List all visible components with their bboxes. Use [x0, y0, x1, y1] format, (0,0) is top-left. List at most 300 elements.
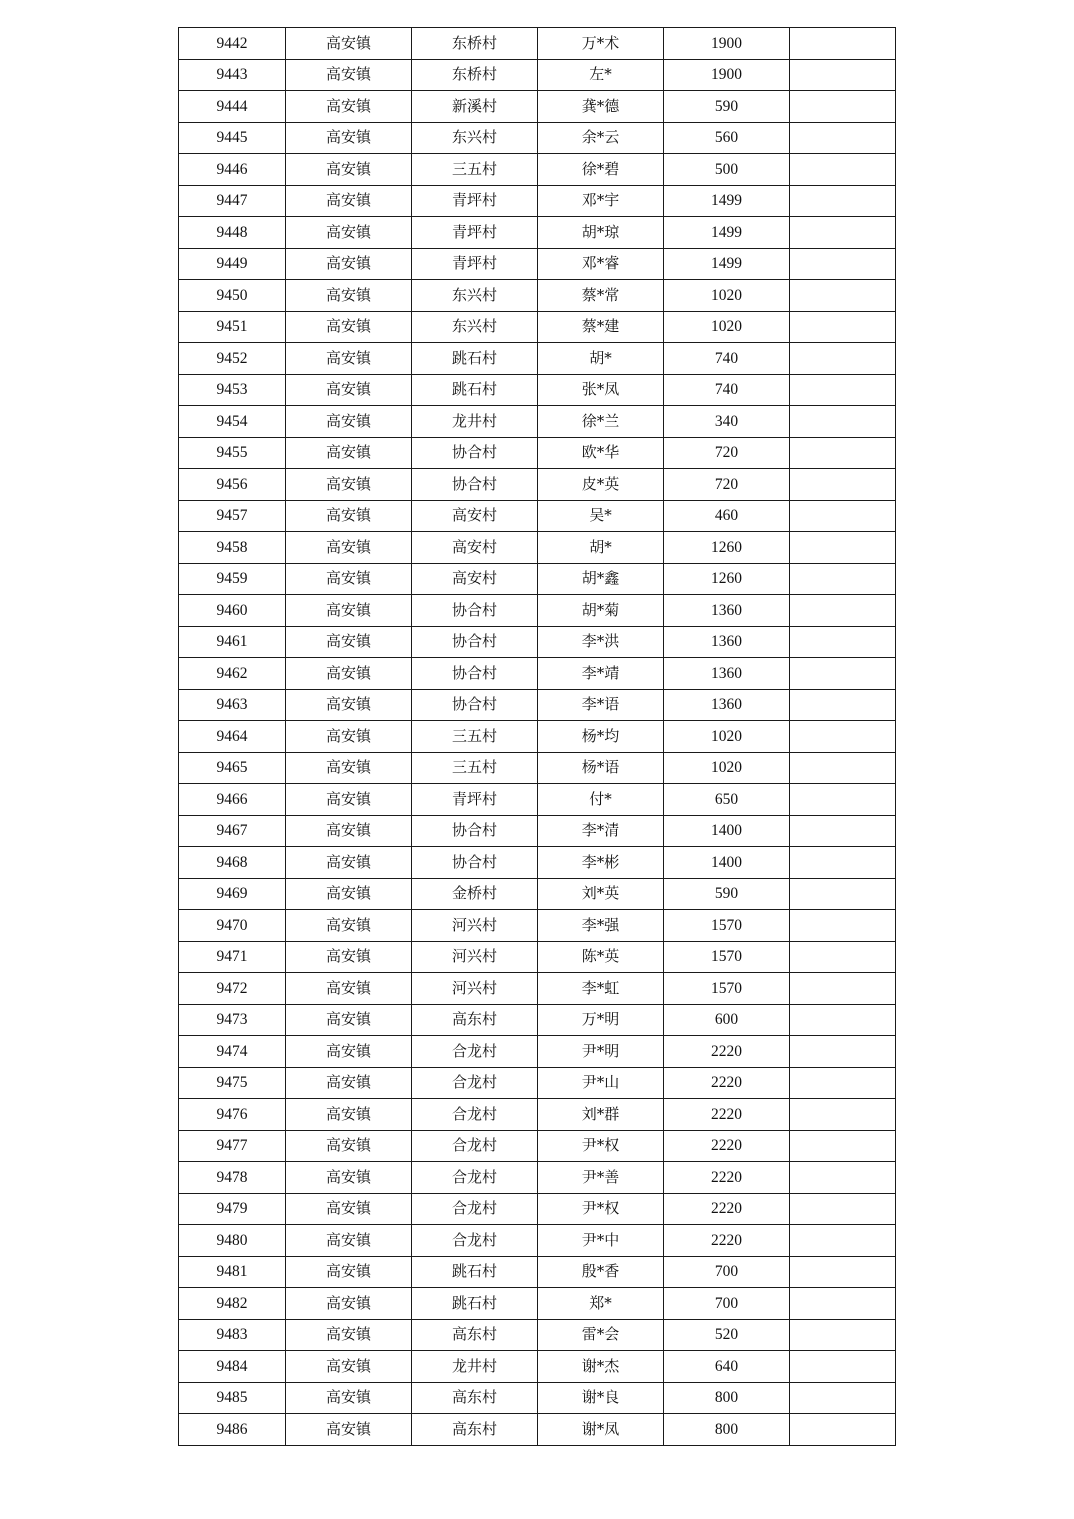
cell-id: 9451: [179, 311, 286, 343]
cell-name: 蔡*常: [538, 280, 664, 312]
cell-name: 殷*香: [538, 1256, 664, 1288]
cell-id: 9479: [179, 1193, 286, 1225]
table-row: [179, 1193, 896, 1225]
cell-id: 9473: [179, 1004, 286, 1036]
cell-village: 高安村: [412, 563, 538, 595]
cell-village: 龙井村: [412, 1351, 538, 1383]
cell-note: [790, 563, 896, 595]
cell-id: 9481: [179, 1256, 286, 1288]
cell-note: [790, 1319, 896, 1351]
cell-note: [790, 910, 896, 942]
cell-id: 9453: [179, 374, 286, 406]
cell-amount: 1499: [664, 185, 790, 217]
table-row: [179, 280, 896, 312]
cell-note: [790, 878, 896, 910]
cell-town: 高安镇: [286, 406, 412, 438]
cell-village: 青坪村: [412, 784, 538, 816]
cell-town: 高安镇: [286, 973, 412, 1005]
cell-village: 河兴村: [412, 941, 538, 973]
cell-note: [790, 122, 896, 154]
cell-town: 高安镇: [286, 217, 412, 249]
cell-name: 李*语: [538, 689, 664, 721]
cell-name: 李*清: [538, 815, 664, 847]
table-row: [179, 1162, 896, 1194]
cell-name: 左*: [538, 59, 664, 91]
cell-id: 9476: [179, 1099, 286, 1131]
cell-town: 高安镇: [286, 1288, 412, 1320]
cell-amount: 1020: [664, 311, 790, 343]
cell-town: 高安镇: [286, 311, 412, 343]
cell-village: 河兴村: [412, 973, 538, 1005]
cell-id: 9460: [179, 595, 286, 627]
cell-id: 9466: [179, 784, 286, 816]
cell-town: 高安镇: [286, 626, 412, 658]
cell-amount: 2220: [664, 1130, 790, 1162]
cell-village: 协合村: [412, 626, 538, 658]
cell-note: [790, 437, 896, 469]
cell-note: [790, 28, 896, 60]
cell-village: 新溪村: [412, 91, 538, 123]
table-row: [179, 595, 896, 627]
table-row: [179, 406, 896, 438]
cell-name: 刘*群: [538, 1099, 664, 1131]
cell-town: 高安镇: [286, 437, 412, 469]
table-row: [179, 1036, 896, 1068]
cell-note: [790, 1382, 896, 1414]
cell-amount: 2220: [664, 1099, 790, 1131]
cell-id: 9484: [179, 1351, 286, 1383]
cell-note: [790, 626, 896, 658]
cell-name: 尹*山: [538, 1067, 664, 1099]
cell-village: 河兴村: [412, 910, 538, 942]
cell-note: [790, 847, 896, 879]
cell-town: 高安镇: [286, 1382, 412, 1414]
cell-note: [790, 248, 896, 280]
cell-note: [790, 815, 896, 847]
cell-village: 高东村: [412, 1319, 538, 1351]
cell-id: 9450: [179, 280, 286, 312]
cell-amount: 1900: [664, 59, 790, 91]
cell-note: [790, 1004, 896, 1036]
cell-id: 9477: [179, 1130, 286, 1162]
cell-amount: 1360: [664, 658, 790, 690]
cell-id: 9469: [179, 878, 286, 910]
cell-town: 高安镇: [286, 122, 412, 154]
cell-town: 高安镇: [286, 1067, 412, 1099]
cell-village: 合龙村: [412, 1225, 538, 1257]
cell-town: 高安镇: [286, 1193, 412, 1225]
cell-id: 9449: [179, 248, 286, 280]
cell-town: 高安镇: [286, 154, 412, 186]
cell-village: 高安村: [412, 532, 538, 564]
table-row: [179, 154, 896, 186]
cell-amount: 590: [664, 878, 790, 910]
cell-id: 9461: [179, 626, 286, 658]
cell-town: 高安镇: [286, 595, 412, 627]
cell-name: 吴*: [538, 500, 664, 532]
cell-name: 郑*: [538, 1288, 664, 1320]
cell-village: 高东村: [412, 1414, 538, 1446]
table-row: [179, 658, 896, 690]
table-row: [179, 1351, 896, 1383]
cell-town: 高安镇: [286, 941, 412, 973]
cell-village: 东兴村: [412, 280, 538, 312]
cell-town: 高安镇: [286, 59, 412, 91]
cell-town: 高安镇: [286, 689, 412, 721]
cell-town: 高安镇: [286, 500, 412, 532]
cell-name: 邓*睿: [538, 248, 664, 280]
cell-name: 谢*凤: [538, 1414, 664, 1446]
table-row: [179, 91, 896, 123]
cell-town: 高安镇: [286, 1225, 412, 1257]
cell-village: 协合村: [412, 595, 538, 627]
cell-name: 尹*善: [538, 1162, 664, 1194]
cell-name: 万*明: [538, 1004, 664, 1036]
cell-id: 9442: [179, 28, 286, 60]
cell-amount: 720: [664, 469, 790, 501]
cell-amount: 1499: [664, 248, 790, 280]
cell-note: [790, 343, 896, 375]
cell-note: [790, 1414, 896, 1446]
cell-name: 尹*中: [538, 1225, 664, 1257]
cell-note: [790, 280, 896, 312]
cell-amount: 1400: [664, 847, 790, 879]
table-row: [179, 374, 896, 406]
cell-village: 合龙村: [412, 1193, 538, 1225]
cell-village: 三五村: [412, 154, 538, 186]
cell-town: 高安镇: [286, 1162, 412, 1194]
cell-id: 9480: [179, 1225, 286, 1257]
cell-note: [790, 752, 896, 784]
cell-amount: 1020: [664, 280, 790, 312]
cell-id: 9472: [179, 973, 286, 1005]
table-row: [179, 1099, 896, 1131]
cell-name: 邓*宇: [538, 185, 664, 217]
cell-id: 9467: [179, 815, 286, 847]
cell-note: [790, 91, 896, 123]
cell-name: 胡*: [538, 343, 664, 375]
cell-note: [790, 721, 896, 753]
cell-town: 高安镇: [286, 469, 412, 501]
table-row: [179, 1256, 896, 1288]
cell-id: 9454: [179, 406, 286, 438]
cell-town: 高安镇: [286, 1004, 412, 1036]
cell-name: 谢*良: [538, 1382, 664, 1414]
cell-amount: 1360: [664, 689, 790, 721]
cell-town: 高安镇: [286, 91, 412, 123]
cell-id: 9446: [179, 154, 286, 186]
cell-amount: 720: [664, 437, 790, 469]
cell-village: 跳石村: [412, 374, 538, 406]
table-row: [179, 1382, 896, 1414]
cell-village: 合龙村: [412, 1099, 538, 1131]
data-table: [178, 27, 896, 1446]
cell-town: 高安镇: [286, 847, 412, 879]
cell-village: 三五村: [412, 721, 538, 753]
cell-village: 高安村: [412, 500, 538, 532]
cell-id: 9478: [179, 1162, 286, 1194]
cell-amount: 740: [664, 374, 790, 406]
cell-id: 9485: [179, 1382, 286, 1414]
cell-id: 9482: [179, 1288, 286, 1320]
cell-town: 高安镇: [286, 563, 412, 595]
cell-name: 李*彬: [538, 847, 664, 879]
cell-name: 万*术: [538, 28, 664, 60]
cell-note: [790, 217, 896, 249]
table-row: [179, 910, 896, 942]
cell-name: 李*靖: [538, 658, 664, 690]
cell-id: 9458: [179, 532, 286, 564]
cell-name: 徐*碧: [538, 154, 664, 186]
cell-village: 协合村: [412, 689, 538, 721]
table-row: [179, 311, 896, 343]
cell-amount: 2220: [664, 1036, 790, 1068]
cell-id: 9448: [179, 217, 286, 249]
cell-name: 胡*菊: [538, 595, 664, 627]
cell-amount: 500: [664, 154, 790, 186]
table-row: [179, 343, 896, 375]
cell-note: [790, 595, 896, 627]
cell-name: 皮*英: [538, 469, 664, 501]
cell-name: 蔡*建: [538, 311, 664, 343]
cell-note: [790, 374, 896, 406]
cell-town: 高安镇: [286, 532, 412, 564]
table-row: [179, 1288, 896, 1320]
table-row: [179, 1130, 896, 1162]
cell-town: 高安镇: [286, 28, 412, 60]
table-row: [179, 752, 896, 784]
table-row: [179, 721, 896, 753]
cell-name: 余*云: [538, 122, 664, 154]
cell-amount: 560: [664, 122, 790, 154]
cell-name: 刘*英: [538, 878, 664, 910]
table-row: [179, 248, 896, 280]
cell-amount: 800: [664, 1414, 790, 1446]
cell-id: 9457: [179, 500, 286, 532]
cell-name: 付*: [538, 784, 664, 816]
cell-amount: 1360: [664, 595, 790, 627]
table-row: [179, 1067, 896, 1099]
cell-id: 9475: [179, 1067, 286, 1099]
cell-town: 高安镇: [286, 878, 412, 910]
cell-id: 9447: [179, 185, 286, 217]
cell-village: 合龙村: [412, 1162, 538, 1194]
cell-name: 欧*华: [538, 437, 664, 469]
cell-village: 跳石村: [412, 343, 538, 375]
cell-note: [790, 784, 896, 816]
table-row: [179, 217, 896, 249]
cell-note: [790, 1256, 896, 1288]
cell-amount: 1570: [664, 973, 790, 1005]
cell-town: 高安镇: [286, 1256, 412, 1288]
cell-village: 协合村: [412, 658, 538, 690]
cell-amount: 1020: [664, 752, 790, 784]
cell-note: [790, 59, 896, 91]
cell-amount: 800: [664, 1382, 790, 1414]
cell-note: [790, 1288, 896, 1320]
cell-name: 胡*: [538, 532, 664, 564]
cell-note: [790, 311, 896, 343]
table-row: [179, 689, 896, 721]
cell-name: 尹*权: [538, 1193, 664, 1225]
table-body: [179, 28, 896, 1446]
cell-name: 李*强: [538, 910, 664, 942]
cell-village: 高东村: [412, 1004, 538, 1036]
cell-name: 李*虹: [538, 973, 664, 1005]
cell-note: [790, 154, 896, 186]
cell-village: 协合村: [412, 847, 538, 879]
cell-village: 高东村: [412, 1382, 538, 1414]
cell-note: [790, 1036, 896, 1068]
cell-id: 9483: [179, 1319, 286, 1351]
cell-amount: 460: [664, 500, 790, 532]
cell-amount: 340: [664, 406, 790, 438]
cell-name: 胡*鑫: [538, 563, 664, 595]
cell-village: 东兴村: [412, 122, 538, 154]
cell-town: 高安镇: [286, 374, 412, 406]
table-row: [179, 784, 896, 816]
cell-village: 协合村: [412, 469, 538, 501]
cell-amount: 1900: [664, 28, 790, 60]
cell-amount: 700: [664, 1288, 790, 1320]
cell-amount: 1360: [664, 626, 790, 658]
cell-village: 跳石村: [412, 1288, 538, 1320]
cell-name: 徐*兰: [538, 406, 664, 438]
cell-amount: 650: [664, 784, 790, 816]
cell-id: 9471: [179, 941, 286, 973]
cell-town: 高安镇: [286, 815, 412, 847]
cell-id: 9465: [179, 752, 286, 784]
cell-town: 高安镇: [286, 752, 412, 784]
cell-village: 东桥村: [412, 28, 538, 60]
cell-village: 跳石村: [412, 1256, 538, 1288]
table-row: [179, 469, 896, 501]
cell-note: [790, 658, 896, 690]
cell-note: [790, 973, 896, 1005]
table-row: [179, 1319, 896, 1351]
table-row: [179, 1225, 896, 1257]
table-row: [179, 28, 896, 60]
table-row: [179, 626, 896, 658]
cell-amount: 520: [664, 1319, 790, 1351]
cell-id: 9443: [179, 59, 286, 91]
cell-note: [790, 1193, 896, 1225]
cell-town: 高安镇: [286, 1414, 412, 1446]
cell-village: 协合村: [412, 815, 538, 847]
cell-town: 高安镇: [286, 280, 412, 312]
document-page: [178, 27, 895, 1446]
cell-town: 高安镇: [286, 1319, 412, 1351]
cell-note: [790, 406, 896, 438]
cell-town: 高安镇: [286, 248, 412, 280]
cell-name: 李*洪: [538, 626, 664, 658]
cell-village: 合龙村: [412, 1036, 538, 1068]
cell-town: 高安镇: [286, 1099, 412, 1131]
table-row: [179, 847, 896, 879]
cell-amount: 600: [664, 1004, 790, 1036]
cell-id: 9462: [179, 658, 286, 690]
cell-amount: 1570: [664, 941, 790, 973]
cell-note: [790, 469, 896, 501]
table-row: [179, 1004, 896, 1036]
cell-id: 9463: [179, 689, 286, 721]
cell-id: 9470: [179, 910, 286, 942]
cell-town: 高安镇: [286, 1130, 412, 1162]
cell-village: 金桥村: [412, 878, 538, 910]
cell-amount: 740: [664, 343, 790, 375]
table-row: [179, 878, 896, 910]
cell-village: 三五村: [412, 752, 538, 784]
cell-note: [790, 689, 896, 721]
cell-amount: 1499: [664, 217, 790, 249]
table-row: [179, 532, 896, 564]
table-row: [179, 563, 896, 595]
cell-note: [790, 1099, 896, 1131]
cell-town: 高安镇: [286, 784, 412, 816]
cell-id: 9445: [179, 122, 286, 154]
cell-amount: 700: [664, 1256, 790, 1288]
cell-note: [790, 185, 896, 217]
cell-village: 龙井村: [412, 406, 538, 438]
cell-note: [790, 500, 896, 532]
cell-amount: 1400: [664, 815, 790, 847]
cell-name: 杨*均: [538, 721, 664, 753]
cell-name: 雷*会: [538, 1319, 664, 1351]
cell-village: 协合村: [412, 437, 538, 469]
cell-amount: 1570: [664, 910, 790, 942]
cell-amount: 1260: [664, 563, 790, 595]
cell-name: 尹*权: [538, 1130, 664, 1162]
cell-amount: 2220: [664, 1067, 790, 1099]
table-row: [179, 941, 896, 973]
cell-name: 谢*杰: [538, 1351, 664, 1383]
cell-id: 9444: [179, 91, 286, 123]
cell-name: 龚*德: [538, 91, 664, 123]
cell-note: [790, 1130, 896, 1162]
cell-name: 尹*明: [538, 1036, 664, 1068]
cell-amount: 590: [664, 91, 790, 123]
cell-note: [790, 941, 896, 973]
table-row: [179, 59, 896, 91]
cell-name: 陈*英: [538, 941, 664, 973]
cell-note: [790, 1162, 896, 1194]
cell-town: 高安镇: [286, 721, 412, 753]
cell-id: 9456: [179, 469, 286, 501]
cell-village: 东兴村: [412, 311, 538, 343]
cell-amount: 640: [664, 1351, 790, 1383]
cell-name: 张*凤: [538, 374, 664, 406]
table-row: [179, 185, 896, 217]
table-row: [179, 1414, 896, 1446]
cell-amount: 1260: [664, 532, 790, 564]
cell-town: 高安镇: [286, 343, 412, 375]
cell-name: 杨*语: [538, 752, 664, 784]
table-row: [179, 973, 896, 1005]
cell-id: 9464: [179, 721, 286, 753]
cell-id: 9474: [179, 1036, 286, 1068]
cell-town: 高安镇: [286, 1351, 412, 1383]
cell-amount: 1020: [664, 721, 790, 753]
cell-note: [790, 1351, 896, 1383]
cell-amount: 2220: [664, 1225, 790, 1257]
cell-note: [790, 1067, 896, 1099]
cell-village: 青坪村: [412, 248, 538, 280]
cell-town: 高安镇: [286, 910, 412, 942]
cell-village: 合龙村: [412, 1130, 538, 1162]
cell-id: 9468: [179, 847, 286, 879]
cell-town: 高安镇: [286, 658, 412, 690]
cell-town: 高安镇: [286, 1036, 412, 1068]
